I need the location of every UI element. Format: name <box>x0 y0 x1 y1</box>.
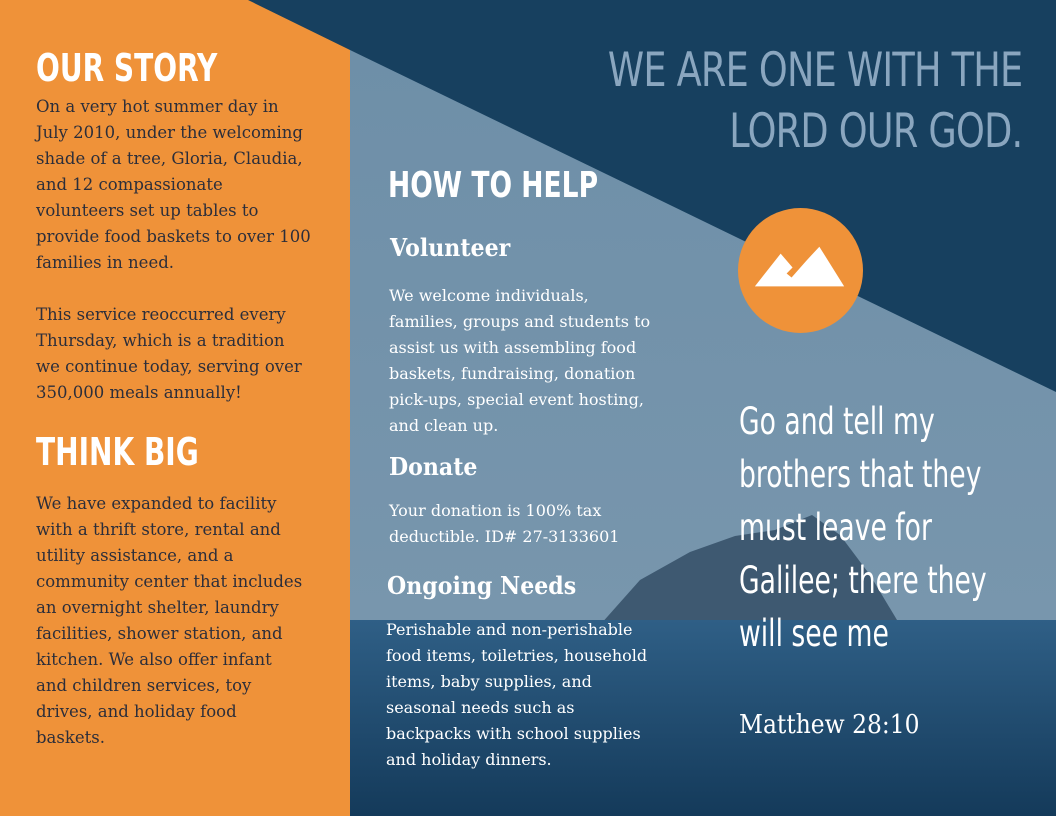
ongoing-needs-body: Perishable and non-perishable food items, toiletries, household items, baby supplies, and seasonal needs such as backpacks with school supplies and holiday dinners. <box>386 620 648 769</box>
volunteer-title: Volunteer <box>390 233 511 262</box>
scripture-citation: Matthew 28:10 <box>739 710 920 740</box>
scripture-quote: Go and tell my brothers that they must leave for Galilee; there they will see me <box>739 400 987 655</box>
our-story-body: On a very hot summer day in July 2010, under the welcoming shade of a tree, Gloria, Claudia, and 12 compassionate volunteers set up tables to provide food baskets to over 100 families in need. This service reoccurred every Thursday, which is a tradition we continue today, serving over 350,000 meals annually! <box>36 97 311 402</box>
donate-title: Donate <box>389 452 478 481</box>
headline: WE ARE ONE WITH THE LORD OUR GOD. <box>607 43 1022 159</box>
mountain-icon <box>737 207 864 334</box>
donate-body: Your donation is 100% tax deductible. ID# 27-3133601 <box>389 501 620 546</box>
think-big-body: We have expanded to facility with a thrift store, rental and utility assistance, and a community center that includes an overnight shelter, laundry facilities, shower station, and kitchen. We also offer infant and children services, toy drives, and holiday food baskets. <box>36 494 303 747</box>
ongoing-needs-title: Ongoing Needs <box>387 571 577 600</box>
think-big-title: THINK BIG <box>36 430 199 474</box>
volunteer-body: We welcome individuals, families, groups and students to assist us with assembling food baskets, fundraising, donation pick-ups, special event hosting, and clean up. <box>389 286 651 435</box>
our-story-title: OUR STORY <box>36 46 218 90</box>
how-to-help-title: HOW TO HELP <box>388 165 599 206</box>
